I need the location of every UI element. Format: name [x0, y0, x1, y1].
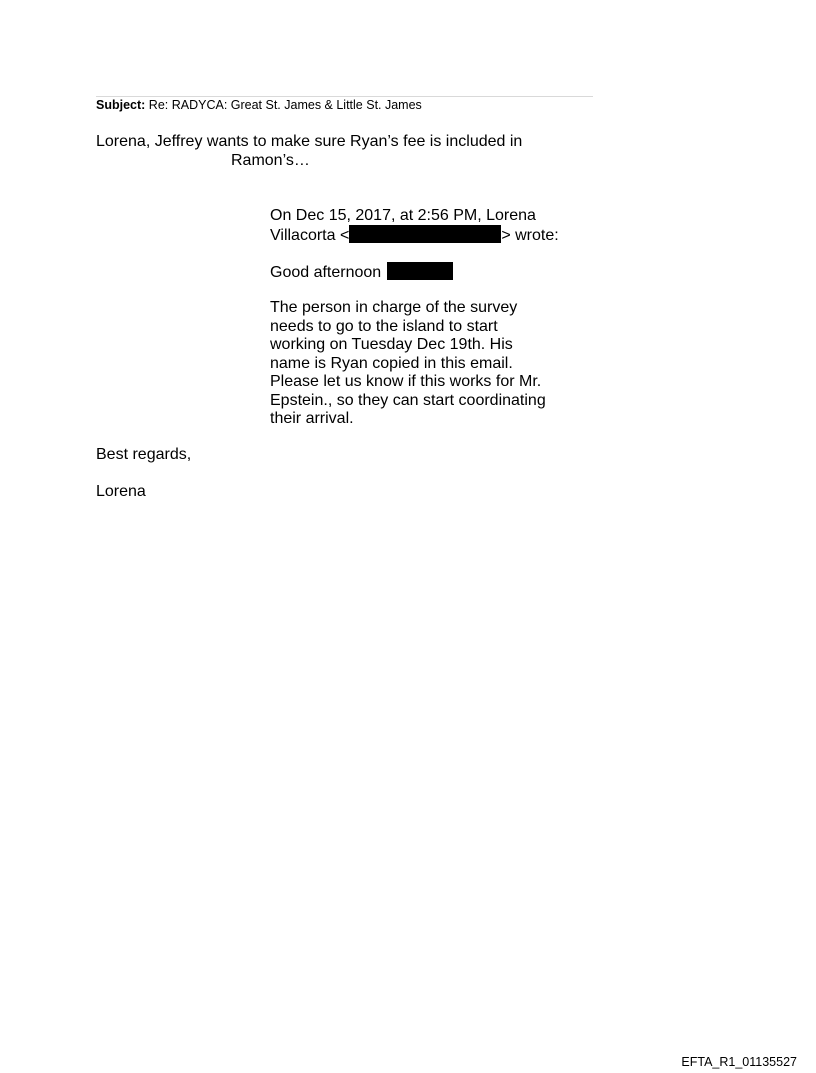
quoted-body-line: their arrival. [270, 410, 354, 427]
quoted-header-line-2 [270, 225, 559, 246]
quoted-body-line: Please let us know if this works for Mr. [270, 373, 542, 390]
redaction-block [387, 262, 453, 280]
subject-label: Subject: [96, 98, 146, 112]
quoted-body-line: working on Tuesday Dec 19th. His [270, 336, 513, 353]
quoted-sender-name: Villacorta < [270, 227, 350, 244]
subject-text: Re: RADYCA: Great St. James & Little St. James [148, 98, 422, 112]
header-divider [96, 96, 593, 97]
reply-line-1: Lorena, Jeffrey wants to make sure Ryan’s fee is included in [96, 133, 523, 150]
redaction-block [349, 225, 501, 243]
quoted-body-line: Epstein., so they can start coordinating [270, 391, 546, 409]
quoted-greeting [270, 262, 453, 283]
quoted-header-line-1: On Dec 15, 2017, at 2:56 PM, Lorena [270, 207, 536, 224]
closing: Best regards, [96, 446, 192, 463]
email-subject-line [96, 98, 422, 113]
quoted-body-line: name is Ryan copied in this email. [270, 354, 513, 372]
quoted-body-line: needs to go to the island to start [270, 317, 498, 335]
reply-line-2: Ramon’s… [231, 152, 310, 169]
signature: Lorena [96, 483, 146, 500]
quoted-body-line: The person in charge of the survey [270, 299, 518, 316]
quoted-wrote-text: > wrote: [501, 227, 559, 244]
document-id: EFTA_R1_01135527 [681, 1055, 797, 1069]
greeting-text: Good afternoon [270, 264, 382, 281]
